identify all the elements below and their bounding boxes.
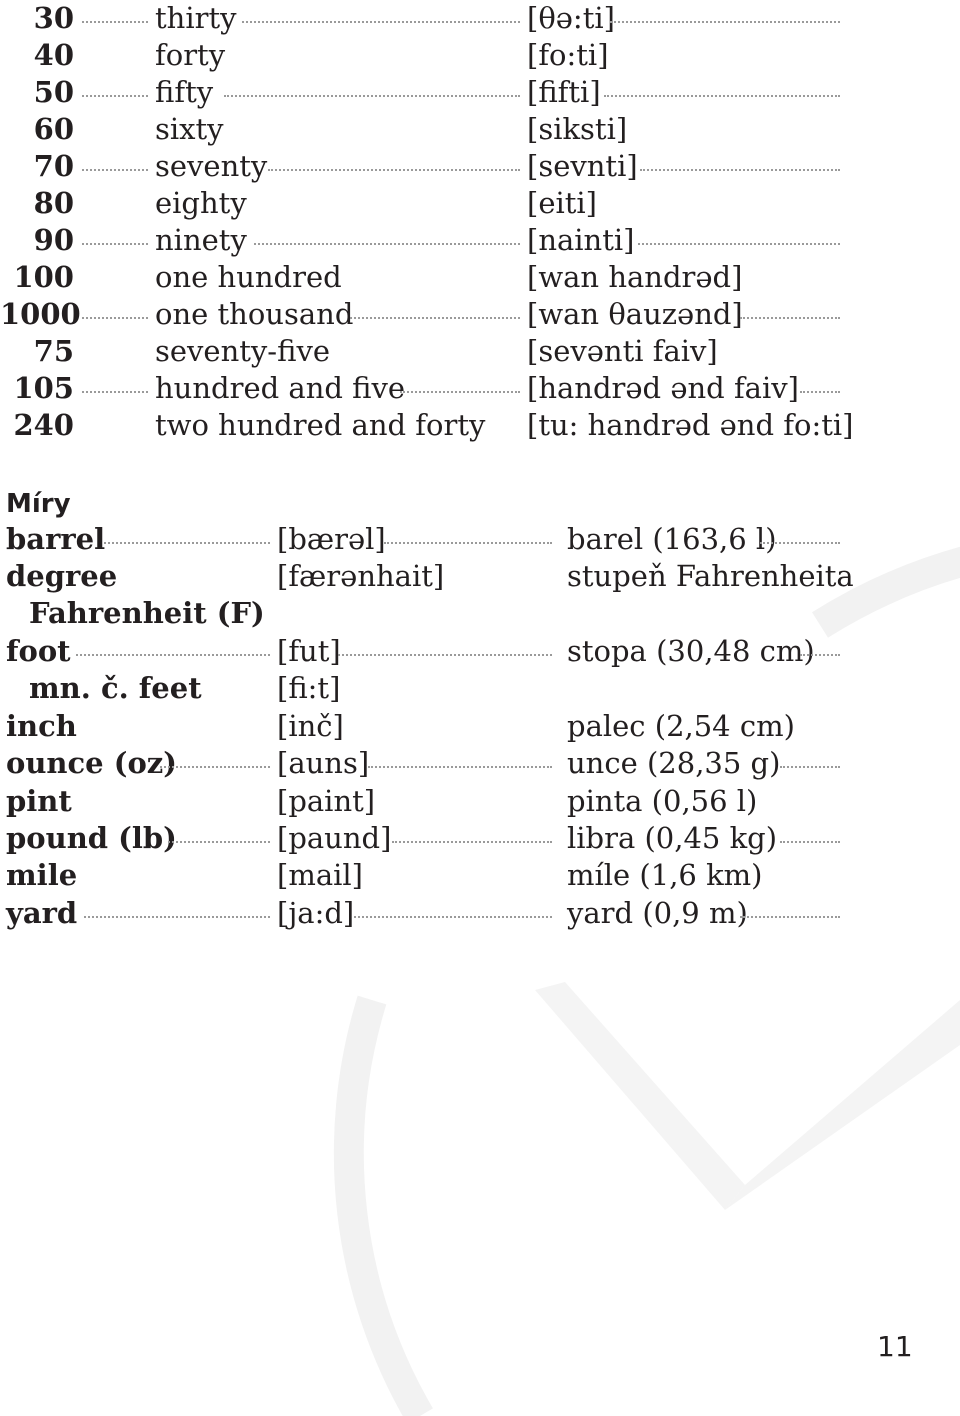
number-value: 60 bbox=[33, 112, 74, 146]
leader-dots bbox=[84, 916, 270, 918]
number-pronunciation: [sevənti faiv] bbox=[527, 334, 718, 368]
number-word: fifty bbox=[155, 75, 214, 109]
unit-row bbox=[0, 558, 960, 595]
leader-dots bbox=[800, 654, 840, 656]
unit-term: mn. č. feet bbox=[29, 671, 202, 705]
unit-pronunciation: [paund] bbox=[277, 821, 392, 855]
leader-dots bbox=[604, 95, 840, 97]
unit-row bbox=[0, 745, 960, 782]
number-row bbox=[0, 37, 960, 74]
number-row bbox=[0, 333, 960, 370]
number-pronunciation: [fifti] bbox=[527, 75, 601, 109]
unit-pronunciation: [ja:d] bbox=[277, 896, 355, 930]
number-row bbox=[0, 148, 960, 185]
unit-translation: unce (28,35 g) bbox=[567, 746, 781, 780]
unit-row bbox=[0, 857, 960, 894]
number-pronunciation: [wan θauzənd] bbox=[527, 297, 743, 331]
unit-term: foot bbox=[6, 634, 71, 668]
leader-dots bbox=[242, 21, 520, 23]
number-row bbox=[0, 74, 960, 111]
leader-dots bbox=[392, 841, 552, 843]
number-word: sixty bbox=[155, 112, 224, 146]
number-value: 80 bbox=[33, 186, 74, 220]
unit-row bbox=[0, 521, 960, 558]
unit-pronunciation: [inč] bbox=[277, 709, 344, 743]
number-row bbox=[0, 370, 960, 407]
leader-dots bbox=[82, 95, 148, 97]
leader-dots bbox=[780, 766, 840, 768]
unit-row bbox=[0, 820, 960, 857]
unit-translation: míle (1,6 km) bbox=[567, 858, 763, 892]
number-row bbox=[0, 407, 960, 444]
leader-dots bbox=[638, 243, 840, 245]
unit-row bbox=[0, 783, 960, 820]
unit-pronunciation: [færənhait] bbox=[277, 559, 445, 593]
number-value: 1000 bbox=[0, 297, 81, 331]
number-value: 40 bbox=[33, 38, 74, 72]
number-word: hundred and five bbox=[155, 371, 406, 405]
unit-term: yard bbox=[6, 896, 78, 930]
number-word: eighty bbox=[155, 186, 247, 220]
unit-row bbox=[0, 633, 960, 670]
leader-dots bbox=[350, 317, 520, 319]
leader-dots bbox=[610, 21, 840, 23]
number-pronunciation: [sevnti] bbox=[527, 149, 638, 183]
number-row bbox=[0, 0, 960, 37]
number-pronunciation: [fo:ti] bbox=[527, 38, 609, 72]
unit-row bbox=[0, 670, 960, 707]
number-value: 105 bbox=[13, 371, 74, 405]
unit-term: degree bbox=[6, 559, 118, 593]
leader-dots bbox=[268, 169, 520, 171]
number-word: one hundred bbox=[155, 260, 342, 294]
leader-dots bbox=[82, 169, 148, 171]
number-pronunciation: [tu: handrəd ənd fo:ti] bbox=[527, 408, 854, 442]
unit-translation: stopa (30,48 cm) bbox=[567, 634, 815, 668]
unit-pronunciation: [bærəl] bbox=[277, 522, 386, 556]
leader-dots bbox=[384, 542, 552, 544]
number-word: ninety bbox=[155, 223, 247, 257]
leader-dots bbox=[400, 391, 520, 393]
number-value: 30 bbox=[33, 1, 74, 35]
number-value: 90 bbox=[33, 223, 74, 257]
leader-dots bbox=[82, 243, 148, 245]
number-word: one thousand bbox=[155, 297, 354, 331]
leader-dots bbox=[82, 391, 148, 393]
page-number: 11 bbox=[877, 1330, 913, 1363]
number-word: seventy bbox=[155, 149, 268, 183]
unit-term: inch bbox=[6, 709, 77, 743]
leader-dots bbox=[338, 654, 552, 656]
leader-dots bbox=[82, 317, 148, 319]
number-value: 100 bbox=[13, 260, 74, 294]
unit-row bbox=[0, 595, 960, 632]
number-pronunciation: [wan handrəd] bbox=[527, 260, 743, 294]
unit-pronunciation: [mail] bbox=[277, 858, 363, 892]
number-pronunciation: [θə:ti] bbox=[527, 1, 615, 35]
number-word: thirty bbox=[155, 1, 237, 35]
unit-translation: yard (0,9 m) bbox=[567, 896, 748, 930]
unit-translation: pinta (0,56 l) bbox=[567, 784, 758, 818]
unit-pronunciation: [fi:t] bbox=[277, 671, 341, 705]
number-word: forty bbox=[155, 38, 226, 72]
section-title: Míry bbox=[6, 489, 71, 519]
number-value: 50 bbox=[33, 75, 74, 109]
number-value: 75 bbox=[33, 334, 74, 368]
leader-dots bbox=[160, 766, 270, 768]
unit-term: pint bbox=[6, 784, 72, 818]
number-row bbox=[0, 259, 960, 296]
number-word: two hundred and forty bbox=[155, 408, 486, 442]
number-value: 70 bbox=[33, 149, 74, 183]
leader-dots bbox=[740, 916, 840, 918]
number-row bbox=[0, 296, 960, 333]
leader-dots bbox=[740, 317, 840, 319]
unit-term: barrel bbox=[6, 522, 106, 556]
leader-dots bbox=[354, 916, 552, 918]
number-row bbox=[0, 222, 960, 259]
leader-dots bbox=[76, 654, 270, 656]
unit-pronunciation: [auns] bbox=[277, 746, 370, 780]
number-pronunciation: [handrəd ənd faiv] bbox=[527, 371, 799, 405]
unit-pronunciation: [paint] bbox=[277, 784, 376, 818]
leader-dots bbox=[640, 169, 840, 171]
number-pronunciation: [nainti] bbox=[527, 223, 635, 257]
leader-dots bbox=[254, 243, 520, 245]
unit-pronunciation: [fut] bbox=[277, 634, 341, 668]
unit-translation: libra (0,45 kg) bbox=[567, 821, 778, 855]
leader-dots bbox=[168, 841, 270, 843]
unit-translation: palec (2,54 cm) bbox=[567, 709, 795, 743]
unit-translation: barel (163,6 l) bbox=[567, 522, 777, 556]
number-value: 240 bbox=[13, 408, 74, 442]
number-row bbox=[0, 111, 960, 148]
unit-term: ounce (oz) bbox=[6, 746, 177, 780]
unit-row bbox=[0, 895, 960, 932]
unit-row bbox=[0, 708, 960, 745]
leader-dots bbox=[104, 542, 270, 544]
leader-dots bbox=[224, 95, 520, 97]
leader-dots bbox=[780, 841, 840, 843]
number-pronunciation: [eiti] bbox=[527, 186, 597, 220]
leader-dots bbox=[82, 21, 148, 23]
unit-term: Fahrenheit (F) bbox=[29, 596, 265, 630]
leader-dots bbox=[368, 766, 552, 768]
unit-translation: stupeň Fahrenheita bbox=[567, 559, 854, 593]
unit-term: pound (lb) bbox=[6, 821, 177, 855]
leader-dots bbox=[760, 542, 840, 544]
number-pronunciation: [siksti] bbox=[527, 112, 628, 146]
number-word: seventy-five bbox=[155, 334, 330, 368]
unit-term: mile bbox=[6, 858, 78, 892]
number-row bbox=[0, 185, 960, 222]
leader-dots bbox=[800, 391, 840, 393]
